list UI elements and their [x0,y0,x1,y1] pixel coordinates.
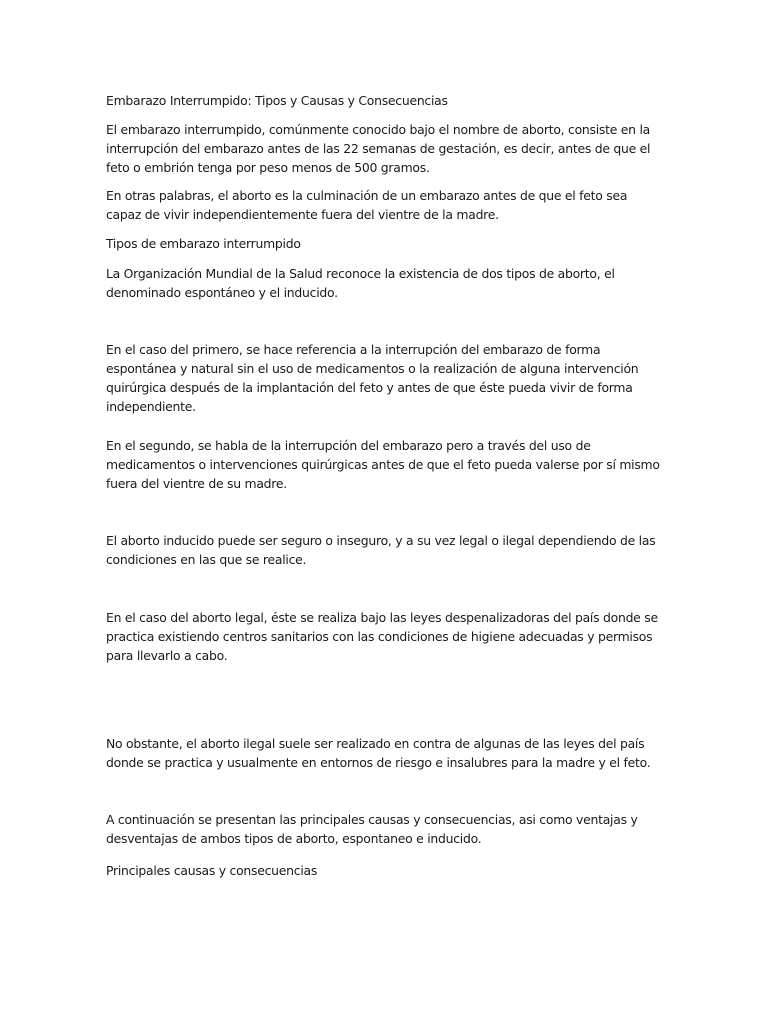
document-title: Embarazo Interrumpido: Tipos y Causas y Consecuencias [106,93,448,108]
paragraph-spontaneous: En el caso del primero, se hace referencia a la interrupción del embarazo de forma espontánea y natural sin el uso de medicamentos o la realización de alguna intervención quirúrgica después de la implantación del feto y antes de que éste pueda vivir de forma independiente. [106,342,639,414]
paragraph-illegal: No obstante, el aborto ilegal suele ser realizado en contra de algunas de las leyes del país donde se practica y usualmente en entornos de riesgo e insalubres para la madre y el feto. [106,736,651,770]
paragraph-who-types: La Organización Mundial de la Salud reconoce la existencia de dos tipos de aborto, el denominado espontáneo y el inducido. [106,266,615,300]
paragraph-legal: En el caso del aborto legal, éste se realiza bajo las leyes despenalizadoras del país donde se practica existiendo centros sanitarios con las condiciones de higiene adecuadas y permisos para llevarlo a cabo. [106,610,658,663]
section-heading-types: Tipos de embarazo interrumpido [106,236,301,251]
paragraph-safe-unsafe: El aborto inducido puede ser seguro o inseguro, y a su vez legal o ilegal dependiendo de las condiciones en las que se realice. [106,533,656,567]
section-heading-causes: Principales causas y consecuencias [106,863,318,878]
paragraph-definition: El embarazo interrumpido, comúnmente conocido bajo el nombre de aborto, consiste en la interrupción del embarazo antes de las 22 semanas de gestación, es decir, antes de que el feto o embrión tenga por peso menos de 500 gramos. [106,122,651,175]
paragraph-induced: En el segundo, se habla de la interrupción del embarazo pero a través del uso de medicamentos o intervenciones quirúrgicas antes de que el feto pueda valerse por sí mismo fuera del vientre de su madre. [106,438,660,491]
paragraph-continuation: A continuación se presentan las principales causas y consecuencias, asi como ventajas y desventajas de ambos tipos de aborto, espontaneo e inducido. [106,812,638,846]
paragraph-other-words: En otras palabras, el aborto es la culminación de un embarazo antes de que el feto sea capaz de vivir independientemente fuera del vientre de la madre. [106,188,628,222]
